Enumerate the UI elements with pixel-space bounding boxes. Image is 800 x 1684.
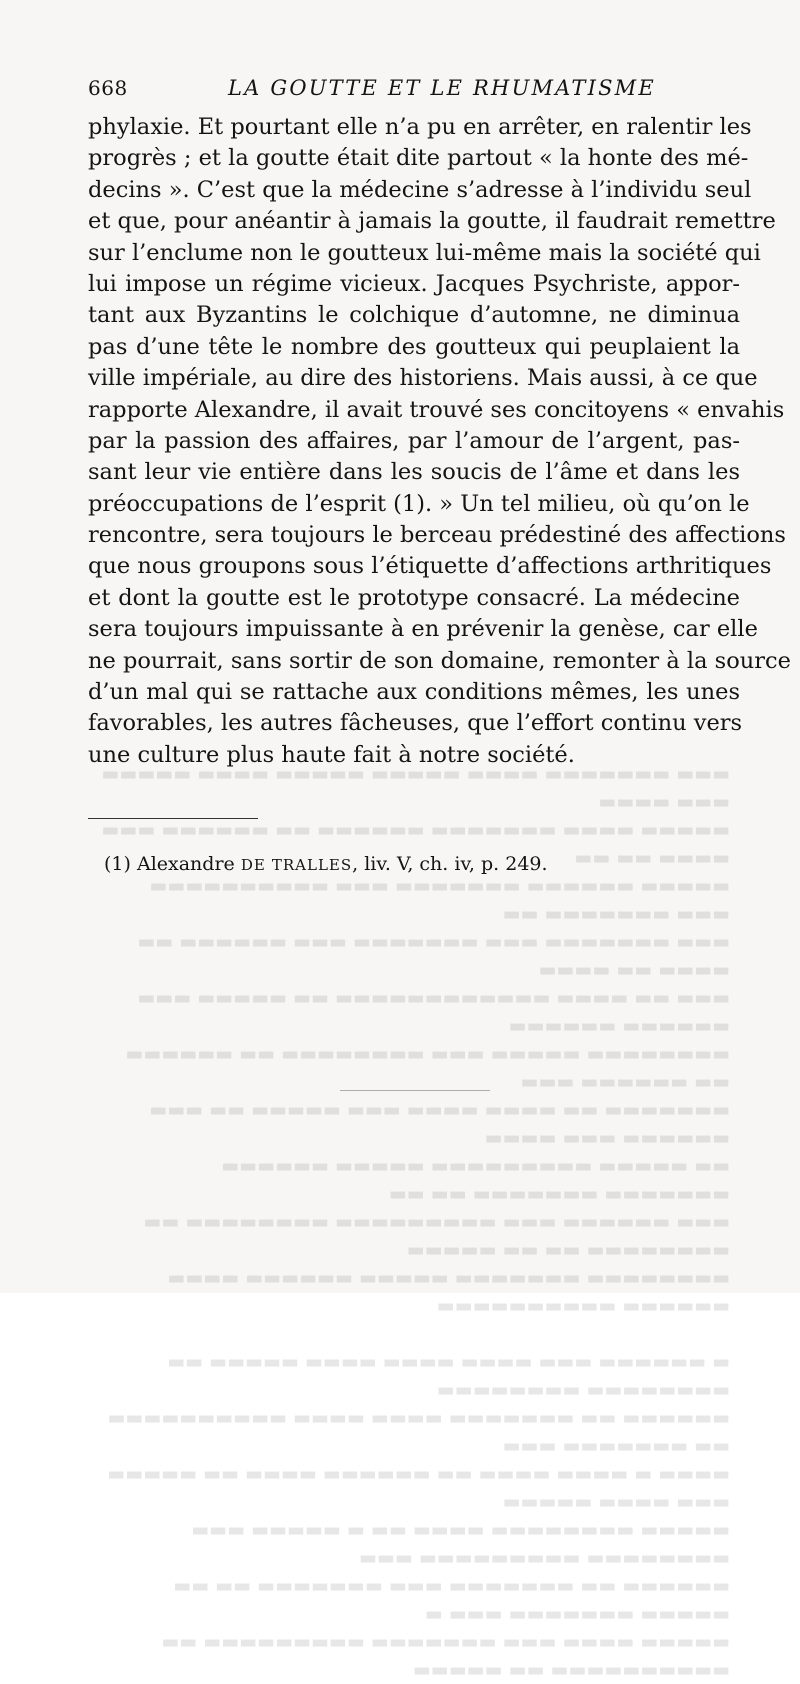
body-text [88, 112, 791, 771]
text-line: sera toujours impuissante à en prévenir la genèse, car elle [88, 616, 758, 643]
page-header [88, 76, 748, 106]
bleed-through-rule [340, 1090, 490, 1091]
text-line: ne pourrait, sans sortir de son domaine, remonter à la source [88, 647, 791, 674]
text-line: favorables, les autres fâcheuses, que l’effort continu vers [88, 710, 743, 737]
text-line: et que, pour anéantir à jamais la goutte, il faudrait remettre [88, 208, 776, 235]
text-line: tant aux Byzantins le colchique d’automne, ne diminua [88, 302, 740, 329]
footnote-particle: DE [240, 856, 266, 874]
text-line: progrès ; et la goutte était dite partout « la honte des mé- [88, 145, 749, 172]
text-line: phylaxie. Et pourtant elle n’a pu en arrêter, en ralentir les [88, 114, 752, 140]
text-line: par la passion des affaires, par l’amour de l’argent, pas- [88, 427, 740, 454]
text-line: sant leur vie entière dans les soucis de l’âme et dans les [88, 459, 740, 486]
text-line: rapporte Alexandre, il avait trouvé ses concitoyens « envahis [88, 396, 785, 423]
text-line: pas d’une tête le nombre des goutteux qui peuplaient la [88, 333, 740, 360]
text-line: une culture plus haute fait à notre société. [88, 741, 575, 768]
bleed-through-texture: ▬▬▬ ▬▬▬▬▬▬▬ ▬▬▬▬ ▬▬▬▬▬ ▬▬▬▬▬ ▬▬▬▬ ▬▬▬▬▬ ▬▬▬ ▬▬▬▬ ▬▬▬▬▬ ▬▬▬▬ ▬▬▬▬▬▬▬ ▬▬▬▬▬▬ ▬▬ ▬▬▬▬▬▬ ▬▬▬ ▬▬▬▬ ▬▬ ▬▬ ▬▬▬▬▬ ▬▬▬▬▬▬ ▬▬▬▬▬▬▬ ▬▬▬ ▬▬▬▬▬▬▬▬▬▬ ▬▬▬ ▬▬▬▬▬▬▬ ▬▬ ▬▬▬ ▬▬▬▬▬▬▬ ▬▬▬ ▬▬▬▬▬▬▬ ▬▬▬ ▬▬▬▬▬▬ ▬▬ ▬▬▬▬ ▬▬ ▬▬▬▬ ▬▬▬ ▬▬ ▬▬▬▬ ▬▬▬▬▬▬▬▬▬▬▬▬ ▬▬ ▬▬▬▬▬ ▬▬▬ ▬▬▬▬▬▬ ▬▬▬▬▬▬ ▬▬▬▬▬▬▬▬ ▬▬▬▬▬ ▬▬▬ ▬▬▬▬▬▬▬▬ ▬▬ ▬▬▬▬▬▬ ▬▬ ▬▬▬▬▬▬ ▬▬▬ ▬▬▬▬▬▬▬ ▬▬ ▬▬▬▬ ▬▬▬▬ ▬▬▬ ▬▬▬▬▬ ▬▬ ▬▬▬ ▬▬▬▬▬▬ ▬▬▬ ▬▬▬▬ ▬▬ ▬▬▬▬▬ ▬▬▬▬▬▬▬▬▬ ▬▬▬▬▬ ▬▬▬▬▬▬ ▬▬▬▬▬▬▬ ▬▬▬▬▬▬▬ ▬▬ ▬▬ ▬▬▬ ▬▬▬▬▬▬ ▬▬▬ ▬▬▬▬▬▬▬▬▬ ▬▬▬▬▬▬▬▬ ▬▬ ▬▬▬▬▬▬▬▬ ▬▬ ▬▬ ▬▬▬▬▬ ▬▬▬▬▬▬▬▬ ▬▬▬▬▬▬▬ ▬▬▬▬▬ ▬▬▬▬▬▬ ▬▬▬▬ ▬▬▬▬▬▬ ▬▬▬▬▬▬▬▬▬▬ ▬ ▬▬▬▬▬▬ ▬▬▬ ▬▬▬▬ ▬▬▬▬ ▬▬▬▬ ▬▬▬▬▬ ▬▬ ▬▬▬▬▬▬▬▬ ▬▬▬▬▬▬▬▬ ▬▬▬▬▬▬ ▬▬ ▬▬▬▬▬▬▬ ▬▬▬▬ ▬▬▬▬ ▬▬▬▬▬▬▬▬▬▬ ▬▬ ▬▬▬▬▬▬▬ ▬▬▬ ▬▬▬▬ ▬ ▬▬▬▬ ▬▬▬▬ ▬▬ ▬▬▬▬▬▬ ▬▬▬▬ ▬▬ ▬▬▬▬▬ ▬▬▬ ▬▬▬▬ ▬▬▬▬▬ ▬▬▬▬▬ ▬▬▬▬▬▬▬▬ ▬▬▬▬ ▬▬ ▬ ▬▬▬▬▬ ▬▬▬ ▬▬▬▬▬▬▬▬ ▬▬▬▬▬▬▬▬▬ ▬▬▬ ▬▬▬▬▬▬ ▬▬ ▬▬▬▬▬▬▬ ▬▬▬ ▬▬▬▬▬▬▬ ▬▬ ▬▬ ▬▬▬▬▬ ▬▬▬▬▬▬▬ ▬▬▬ ▬ ▬▬▬▬▬ ▬▬▬▬ ▬▬▬ ▬▬▬▬▬▬▬ ▬▬▬▬▬▬▬▬▬ ▬▬ ▬▬▬▬▬▬▬▬▬▬ ▬▬ ▬▬▬▬▬ [101, 763, 730, 1681]
page-number: 668 [88, 76, 128, 100]
text-line: et dont la goutte est le prototype consacré. La médecine [88, 584, 740, 611]
text-line: rencontre, sera toujours le berceau prédestiné des affections [88, 522, 786, 549]
text-line: préoccupations de l’esprit (1). » Un tel milieu, où qu’on le [88, 490, 750, 517]
footnote [104, 853, 548, 875]
footnote-author-first: Alexandre [136, 853, 235, 875]
text-line: decins ». C’est que la médecine s’adresse à l’individu seul [88, 176, 752, 203]
text-line: ville impériale, au dire des historiens. Mais aussi, à ce que [88, 365, 758, 392]
text-line: que nous groupons sous l’étiquette d’affections arthritiques [88, 553, 772, 580]
text-line: lui impose un régime vicieux. Jacques Psychriste, appor- [88, 270, 740, 297]
footnote-separator [88, 818, 258, 819]
text-line: d’un mal qui se rattache aux conditions mêmes, les unes [88, 679, 740, 706]
footnote-author-last: TRALLES [271, 856, 353, 874]
footnote-marker: (1) [104, 853, 131, 875]
running-title: LA GOUTTE ET LE RHUMATISME [228, 76, 656, 100]
footnote-reference: , liv. V, ch. iv, p. 249. [352, 853, 548, 875]
text-line: sur l’enclume non le goutteux lui-même mais la société qui [88, 239, 761, 266]
